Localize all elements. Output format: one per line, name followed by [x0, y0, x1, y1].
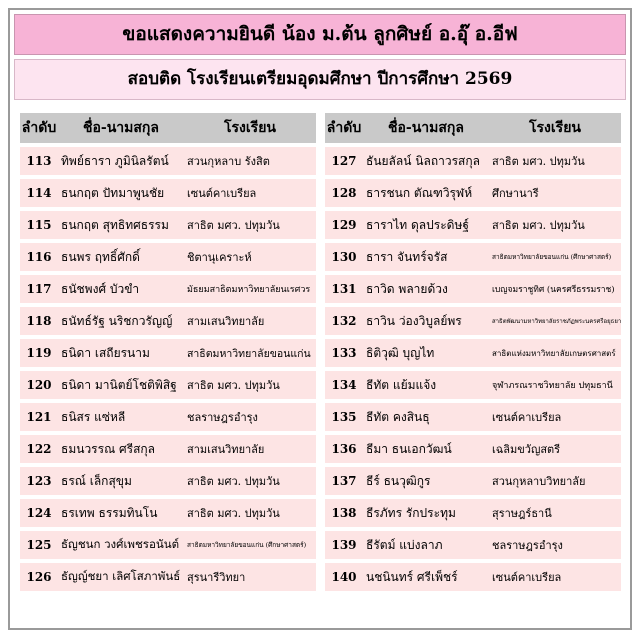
table-row — [325, 371, 621, 399]
student-name: ธาราไท ดุลประดิษฐ์ — [363, 211, 489, 239]
school-name: เซนต์คาเบรียล — [489, 563, 621, 591]
table-row — [20, 147, 316, 175]
student-name: ธีมา ธนเอกวัฒน์ — [363, 435, 489, 463]
table-row — [20, 371, 316, 399]
student-number: 119 — [20, 339, 58, 367]
column-header-name: ชื่อ-นามสกุล — [58, 113, 184, 143]
school-name: สาธิต มศว. ปทุมวัน — [489, 211, 621, 239]
table-row — [20, 435, 316, 463]
student-name: ธีรัตม์ แบ่งลาภ — [363, 531, 489, 559]
table-row — [325, 435, 621, 463]
page-subtitle: สอบติด โรงเรียนเตรียมอุดมศึกษา ปีการศึกษา 2569 — [14, 59, 626, 100]
student-number: 137 — [325, 467, 363, 495]
student-number: 127 — [325, 147, 363, 175]
student-name: ธีทัต คงสินธุ — [363, 403, 489, 431]
student-number: 115 — [20, 211, 58, 239]
student-number: 134 — [325, 371, 363, 399]
student-number: 117 — [20, 275, 58, 303]
column-header-no: ลำดับ — [325, 113, 363, 143]
student-name: ทิพย์ธารา ภูมินิลรัตน์ — [58, 147, 184, 175]
table-header-row — [325, 113, 621, 143]
school-name: สาธิต มศว. ปทุมวัน — [184, 371, 316, 399]
table-row — [325, 243, 621, 271]
table-row — [325, 275, 621, 303]
school-name: เซนต์คาเบรียล — [184, 179, 316, 207]
school-name: สาธิตมหาวิทยาลัยขอนแก่น — [184, 339, 316, 367]
table-row — [20, 243, 316, 271]
school-name: สาธิต มศว. ปทุมวัน — [489, 147, 621, 175]
table-row — [20, 403, 316, 431]
school-name: สาธิตมหาวิทยาลัยขอนแก่น (ศึกษาศาสตร์) — [489, 243, 621, 271]
table-row — [20, 531, 316, 559]
table-row — [325, 403, 621, 431]
school-name: มัธยมสาธิตมหาวิทยาลัยนเรศวร — [184, 275, 316, 303]
student-name: ธนกฤต สุทธิทศธรรม — [58, 211, 184, 239]
student-number: 126 — [20, 563, 58, 591]
table-row — [325, 179, 621, 207]
student-number: 135 — [325, 403, 363, 431]
school-name: จุฬาภรณราชวิทยาลัย ปทุมธานี — [489, 371, 621, 399]
school-name: สาธิตมหาวิทยาลัยขอนแก่น (ศึกษาศาสตร์) — [184, 531, 316, 559]
school-name: ชลราษฎรอำรุง — [184, 403, 316, 431]
school-name: สวนกุหลาบวิทยาลัย — [489, 467, 621, 495]
results-table-right — [325, 109, 621, 595]
column-header-name: ชื่อ-นามสกุล — [363, 113, 489, 143]
table-row — [325, 531, 621, 559]
student-name: ธีรภัทร รักประทุม — [363, 499, 489, 527]
school-name: ศึกษานารี — [489, 179, 621, 207]
student-number: 113 — [20, 147, 58, 175]
student-name: ธนัชพงศ์ บัวขำ — [58, 275, 184, 303]
student-name: ธีร์ ธนวุฒิกูร — [363, 467, 489, 495]
table-row — [325, 563, 621, 591]
student-name: ธารา จันทร์จรัส — [363, 243, 489, 271]
student-name: ธรณ์ เล็กสุขุม — [58, 467, 184, 495]
column-header-school: โรงเรียน — [184, 113, 316, 143]
column-header-school: โรงเรียน — [489, 113, 621, 143]
student-number: 131 — [325, 275, 363, 303]
school-name: สาธิตพัฒนามหาวิทยาลัยราชภัฏพระนครศรีอยุธยา — [489, 307, 621, 335]
table-row — [20, 211, 316, 239]
student-number: 130 — [325, 243, 363, 271]
student-number: 128 — [325, 179, 363, 207]
school-name: ชิตานุเคราะห์ — [184, 243, 316, 271]
student-number: 140 — [325, 563, 363, 591]
table-row — [325, 211, 621, 239]
student-name: ธาวิด พลายด้วง — [363, 275, 489, 303]
student-name: ธรเทพ ธรรมทินโน — [58, 499, 184, 527]
student-number: 139 — [325, 531, 363, 559]
school-name: เซนต์คาเบรียล — [489, 403, 621, 431]
student-name: ธัญชนก วงศ์เพชรอนันต์ — [58, 531, 184, 559]
table-row — [325, 147, 621, 175]
student-number: 118 — [20, 307, 58, 335]
student-name: นชนินทร์ ศรีเพ็ชร์ — [363, 563, 489, 591]
page-title: ขอแสดงความยินดี น้อง ม.ต้น ลูกศิษย์ อ.อุ๊ อ.อีฟ — [14, 14, 626, 55]
student-name: ธารชนก ตัณฑวิรุฬห์ — [363, 179, 489, 207]
student-name: ธนัทธ์รัฐ นริชกวรัญญ์ — [58, 307, 184, 335]
student-name: ธนพร ฤทธิ์ศักดิ์ — [58, 243, 184, 271]
student-name: ธนิดา เสถียรนาม — [58, 339, 184, 367]
student-number: 114 — [20, 179, 58, 207]
column-header-no: ลำดับ — [20, 113, 58, 143]
results-table-left — [20, 109, 316, 595]
table-row — [325, 499, 621, 527]
school-name: สาธิตแห่งมหาวิทยาลัยเกษตรศาสตร์ — [489, 339, 621, 367]
student-name: ธมนวรรณ ศรีสกุล — [58, 435, 184, 463]
student-name: ธนิสร แซ่หลี — [58, 403, 184, 431]
student-number: 125 — [20, 531, 58, 559]
student-number: 120 — [20, 371, 58, 399]
table-row — [20, 339, 316, 367]
student-number: 122 — [20, 435, 58, 463]
table-row — [20, 307, 316, 335]
student-number: 124 — [20, 499, 58, 527]
student-name: ธัญญ์ชยา เลิศโสภาพันธ์ — [58, 563, 184, 591]
school-name: ชลราษฎรอำรุง — [489, 531, 621, 559]
student-number: 133 — [325, 339, 363, 367]
table-row — [20, 499, 316, 527]
student-name: ธิติวุฒิ บุญไท — [363, 339, 489, 367]
student-number: 116 — [20, 243, 58, 271]
school-name: สามเสนวิทยาลัย — [184, 435, 316, 463]
student-number: 129 — [325, 211, 363, 239]
table-row — [20, 275, 316, 303]
table-row — [20, 467, 316, 495]
school-name: สุรนารีวิทยา — [184, 563, 316, 591]
table-row — [325, 307, 621, 335]
school-name: สาธิต มศว. ปทุมวัน — [184, 467, 316, 495]
table-row — [20, 179, 316, 207]
student-number: 132 — [325, 307, 363, 335]
student-number: 136 — [325, 435, 363, 463]
student-number: 123 — [20, 467, 58, 495]
student-number: 138 — [325, 499, 363, 527]
school-name: สุราษฎร์ธานี — [489, 499, 621, 527]
student-name: ธันยลัลน์ นิลถาวรสกุล — [363, 147, 489, 175]
table-row — [325, 339, 621, 367]
student-name: ธีทัต แย้มแจ้ง — [363, 371, 489, 399]
student-number: 121 — [20, 403, 58, 431]
table-header-row — [20, 113, 316, 143]
school-name: สาธิต มศว. ปทุมวัน — [184, 499, 316, 527]
student-name: ธาวิน ว่องวิบูลย์พร — [363, 307, 489, 335]
school-name: สาธิต มศว. ปทุมวัน — [184, 211, 316, 239]
table-row — [20, 563, 316, 591]
school-name: สามเสนวิทยาลัย — [184, 307, 316, 335]
school-name: เฉลิมขวัญสตรี — [489, 435, 621, 463]
student-name: ธนิดา มานิตย์โชติพิสิฐ — [58, 371, 184, 399]
table-row — [325, 467, 621, 495]
school-name: สวนกุหลาบ รังสิต — [184, 147, 316, 175]
school-name: เบญจมราชูทิศ (นครศรีธรรมราช) — [489, 275, 621, 303]
student-name: ธนกฤต ปัทมาพูนชัย — [58, 179, 184, 207]
